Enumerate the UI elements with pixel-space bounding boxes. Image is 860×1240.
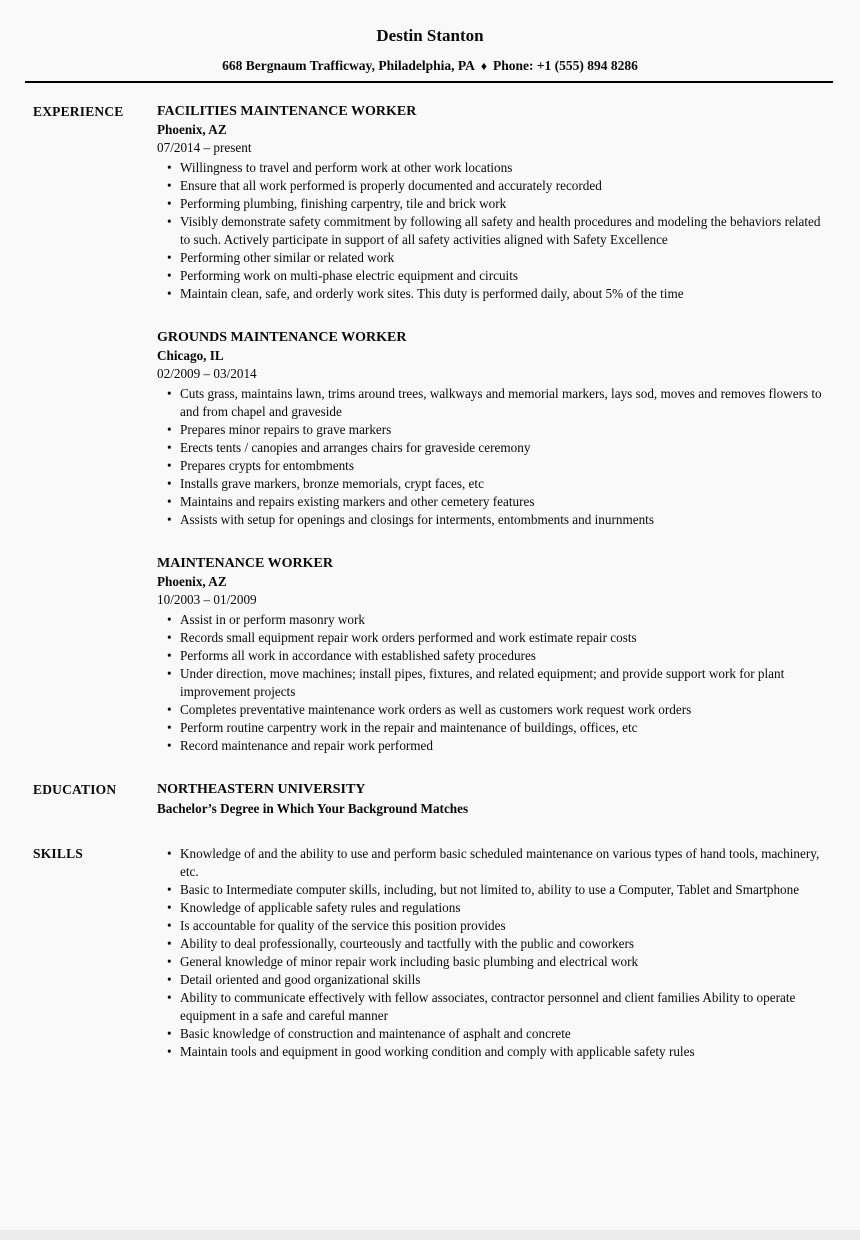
job-title: GROUNDS MAINTENANCE WORKER [157, 330, 407, 345]
bullet-item: • Visibly demonstrate safety commitment by following all safety and health procedures and modeling the behaviors related to such. Actively participate in support of all safety activities aligned with Safety Excellence [180, 213, 833, 249]
resume-header [0, 0, 860, 74]
job-location: Chicago, IL [157, 348, 224, 363]
contact-line [0, 58, 860, 74]
job-title: FACILITIES MAINTENANCE WORKER [157, 104, 417, 119]
bullet-item: • Ensure that all work performed is properly documented and accurately recorded [180, 177, 833, 195]
education-school: NORTHEASTERN UNIVERSITY [157, 782, 366, 797]
job-location: Phoenix, AZ [157, 574, 227, 589]
job-bullet-list [157, 385, 833, 529]
skills-bullet-list [157, 845, 833, 1061]
section-label-experience: EXPERIENCE [33, 104, 124, 119]
bullet-item: • Performing other similar or related work [180, 249, 833, 267]
resume-body [0, 83, 860, 1061]
bullet-item: • Detail oriented and good organizational skills [180, 971, 833, 989]
bullet-item: • Completes preventative maintenance work orders as well as customers work request work orders [180, 701, 833, 719]
section-education [33, 781, 833, 819]
bullet-item: • General knowledge of minor repair work including basic plumbing and electrical work [180, 953, 833, 971]
section-experience [33, 103, 833, 755]
section-label-skills: SKILLS [33, 846, 83, 861]
bullet-item: • Willingness to travel and perform work at other work locations [180, 159, 833, 177]
bullet-item: • Performing work on multi-phase electric equipment and circuits [180, 267, 833, 285]
bullet-item: • Under direction, move machines; install pipes, fixtures, and related equipment; and provide support work for plant improvement projects [180, 665, 833, 701]
section-skills [33, 845, 833, 1061]
bullet-item: • Knowledge of applicable safety rules and regulations [180, 899, 833, 917]
education-degree: Bachelor’s Degree in Which Your Background Matches [157, 801, 469, 816]
bullet-item: • Maintains and repairs existing markers and other cemetery features [180, 493, 833, 511]
skills-content [157, 845, 833, 1061]
job-title: MAINTENANCE WORKER [157, 556, 333, 571]
bullet-item: • Installs grave markers, bronze memorials, crypt faces, etc [180, 475, 833, 493]
job-dates: 10/2003 – 01/2009 [157, 592, 257, 607]
bullet-item: • Assist in or perform masonry work [180, 611, 833, 629]
bullet-item: • Prepares minor repairs to grave markers [180, 421, 833, 439]
job-entry [157, 555, 833, 755]
contact-phone: Phone: +1 (555) 894 8286 [492, 58, 638, 73]
page-bottom-strip [0, 1230, 860, 1240]
bullet-item: • Is accountable for quality of the service this position provides [180, 917, 833, 935]
bullet-item: • Record maintenance and repair work performed [180, 737, 833, 755]
contact-address: 668 Bergnaum Trafficway, Philadelphia, PA [222, 58, 475, 73]
bullet-item: • Ability to communicate effectively with fellow associates, contractor personnel and client families Ability to operate equipment in a safe and careful manner [180, 989, 833, 1025]
bullet-item: • Records small equipment repair work orders performed and work estimate repair costs [180, 629, 833, 647]
job-bullet-list [157, 611, 833, 755]
bullet-item: • Perform routine carpentry work in the repair and maintenance of buildings, offices, etc [180, 719, 833, 737]
job-location: Phoenix, AZ [157, 122, 227, 137]
job-entry [157, 103, 833, 303]
section-label-education: EDUCATION [33, 782, 117, 797]
bullet-item: • Cuts grass, maintains lawn, trims around trees, walkways and memorial markers, lays sod, moves and removes flowers to and from chapel and graveside [180, 385, 833, 421]
bullet-item: • Maintain clean, safe, and orderly work sites. This duty is performed daily, about 5% of the time [180, 285, 833, 303]
bullet-item: • Knowledge of and the ability to use and perform basic scheduled maintenance on various types of hand tools, machinery, etc. [180, 845, 833, 881]
bullet-item: • Erects tents / canopies and arranges chairs for graveside ceremony [180, 439, 833, 457]
bullet-item: • Maintain tools and equipment in good working condition and comply with applicable safety rules [180, 1043, 833, 1061]
bullet-item: • Assists with setup for openings and closings for interments, entombments and inurnments [180, 511, 833, 529]
job-bullet-list [157, 159, 833, 303]
experience-content [157, 103, 833, 755]
bullet-item: • Prepares crypts for entombments [180, 457, 833, 475]
bullet-item: • Basic knowledge of construction and maintenance of asphalt and concrete [180, 1025, 833, 1043]
bullet-item: • Performs all work in accordance with established safety procedures [180, 647, 833, 665]
person-name: Destin Stanton [376, 26, 484, 45]
job-entry [157, 329, 833, 529]
bullet-item: • Performing plumbing, finishing carpentry, tile and brick work [180, 195, 833, 213]
diamond-separator-icon: ♦ [480, 59, 487, 73]
bullet-item: • Basic to Intermediate computer skills, including, but not limited to, ability to use a Computer, Tablet and Smartphone [180, 881, 833, 899]
bullet-item: • Ability to deal professionally, courteously and tactfully with the public and coworkers [180, 935, 833, 953]
education-content [157, 781, 833, 819]
job-dates: 07/2014 – present [157, 140, 252, 155]
job-dates: 02/2009 – 03/2014 [157, 366, 257, 381]
